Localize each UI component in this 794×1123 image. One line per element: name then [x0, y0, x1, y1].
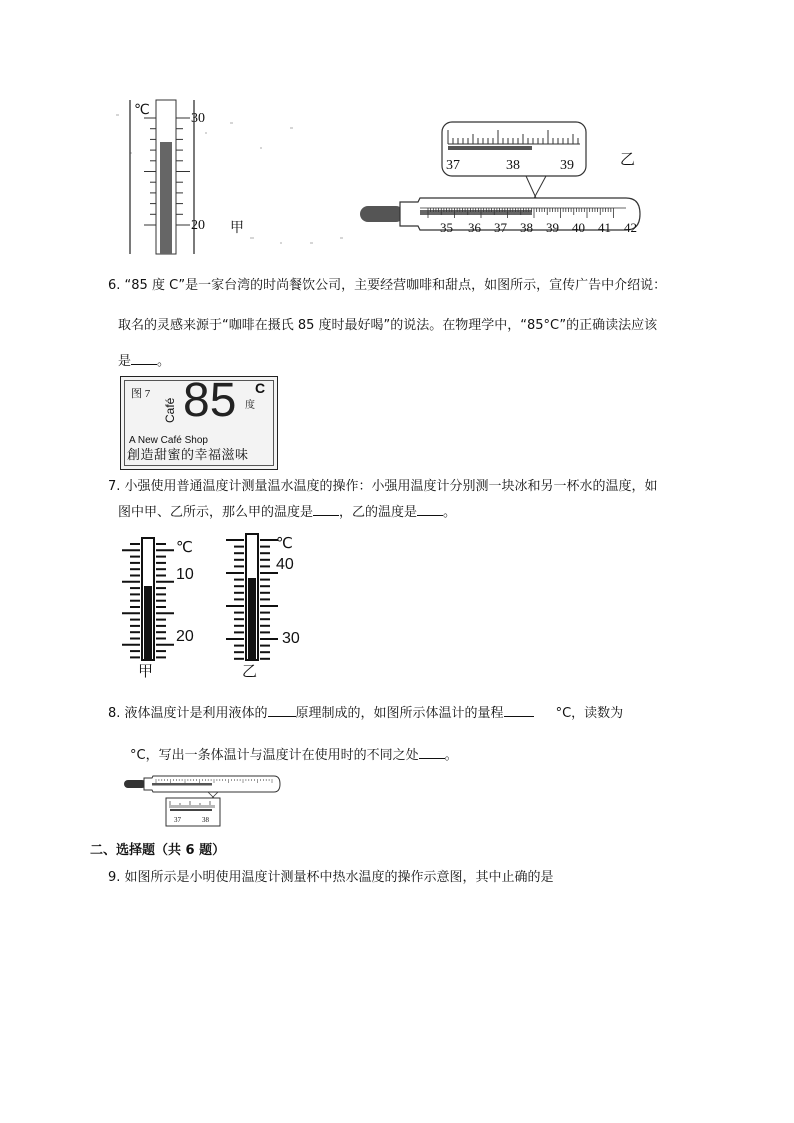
q6-figure-c: C [255, 380, 266, 396]
q6-line3 [118, 350, 170, 371]
top-left-tick-30: 30 [191, 111, 205, 126]
q8-answer-blank-difference[interactable] [419, 744, 445, 759]
q8-line1-suffix: °C，读数为 [555, 706, 624, 721]
q8-line1 [108, 702, 623, 723]
q8-line1-prefix: 8. 液体温度计是利用液体的 [108, 706, 268, 721]
q8-line2-suffix: 。 [444, 748, 458, 763]
scale-tick: 35 [440, 220, 453, 235]
scale-tick: 38 [520, 220, 533, 235]
scale-tick: 41 [598, 220, 611, 235]
q6-line2: 取名的灵感来源于“咖啡在摄氏 85 度时最好喝”的说法。在物理学中，“85°C”的正确读法应该 [118, 318, 658, 333]
q8-zoom-tick-37: 37 [174, 816, 181, 824]
q6-figure-85: 85 [183, 376, 237, 427]
q6-answer-blank[interactable] [131, 350, 157, 365]
q7-answer-blank-jia[interactable] [313, 501, 339, 516]
q8-zoom-tick-38: 38 [202, 816, 209, 824]
q6-figure-subtitle: A New Café Shop [129, 435, 208, 446]
q7-line2-mid: ，乙的温度是 [339, 505, 418, 520]
scale-tick: 36 [468, 220, 481, 235]
q8-answer-blank-range[interactable] [504, 702, 534, 717]
q7-answer-blank-yi[interactable] [417, 501, 443, 516]
scale-tick: 39 [546, 220, 559, 235]
q6-figure-degree-char: 度 [245, 400, 255, 411]
q7-jia-label: 甲 [138, 662, 154, 680]
top-right-label: 乙 [620, 150, 636, 168]
q7-line2-suffix: 。 [443, 505, 457, 520]
q8-line2 [130, 744, 458, 765]
q9-text: 9. 如图所示是小明使用温度计测量杯中热水温度的操作示意图，其中止确的是 [108, 870, 554, 885]
q7-yi-unit: ℃ [276, 534, 293, 552]
zoom-tick-37: 37 [446, 158, 460, 173]
q7-line1: 7. 小强使用普通温度计测量温水温度的操作：小强用温度计分别测一块冰和另一杯水的温度，如 [108, 479, 658, 494]
q7-yi-tick-30: 30 [282, 630, 300, 647]
q6-figure-cafe-word: Café [163, 397, 177, 423]
scale-tick: 40 [572, 220, 585, 235]
top-left-tick-20: 20 [191, 218, 205, 233]
q7-jia-tick-20: 20 [176, 628, 194, 645]
q7-line2-prefix: 图中甲、乙所示，那么甲的温度是 [118, 505, 314, 520]
q7-thermometers-figure [118, 530, 308, 680]
top-left-unit: ℃ [134, 102, 150, 118]
q6-cafe-figure [120, 376, 278, 470]
q8-line1-mid: 原理制成的，如图所示体温计的量程 [295, 706, 504, 721]
top-left-label: 甲 [230, 220, 244, 236]
q7-yi-tick-40: 40 [276, 556, 294, 573]
q8-answer-blank-principle[interactable] [268, 702, 296, 717]
zoom-tick-38: 38 [506, 158, 520, 173]
q6-figure-slogan: 創造甜蜜的幸福滋味 [127, 448, 249, 463]
q6-line3-prefix: 是 [118, 354, 132, 369]
section-2-title: 二、选择题（共 6 题） [90, 843, 226, 858]
q6-line3-suffix: 。 [157, 354, 171, 369]
top-right-scale-labels [440, 219, 650, 235]
zoom-tick-39: 39 [560, 158, 574, 173]
q7-line2 [118, 501, 456, 522]
q8-line2-prefix: °C，写出一条体温计与温度计在使用时的不同之处 [130, 748, 419, 763]
q7-yi-label: 乙 [242, 662, 258, 680]
scale-tick: 37 [494, 220, 507, 235]
q6-line1: 6. “85 度 C”是一家台湾的时尚餐饮公司，主要经营咖啡和甜点，如图所示，宣传广告中介绍说： [108, 278, 667, 293]
q7-jia-tick-10: 10 [176, 566, 194, 583]
scale-tick: 42 [624, 220, 637, 235]
q7-jia-unit: ℃ [176, 538, 193, 556]
q6-figure-label: 图 7 [131, 388, 151, 400]
